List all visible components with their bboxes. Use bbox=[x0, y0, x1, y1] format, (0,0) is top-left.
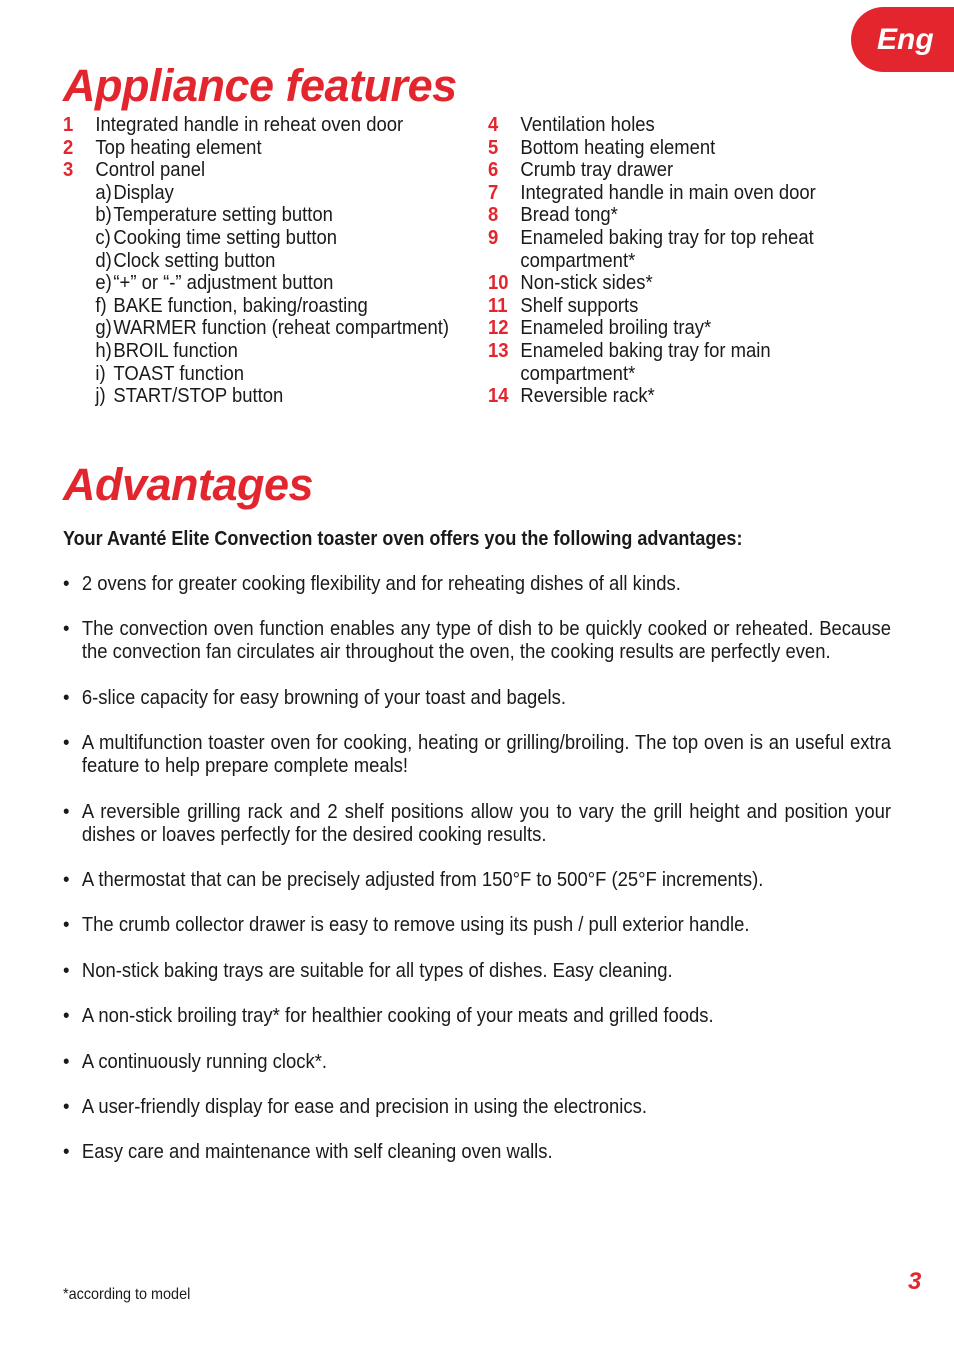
feature-body bbox=[520, 340, 884, 385]
features-list-right bbox=[488, 114, 884, 408]
sub-item-letter: a) bbox=[95, 180, 112, 204]
feature-item bbox=[63, 137, 459, 160]
sub-item-text: Temperature setting button bbox=[113, 203, 333, 227]
feature-label: Reversible rack* bbox=[520, 384, 655, 408]
feature-body bbox=[520, 317, 884, 340]
feature-item bbox=[63, 159, 459, 408]
advantage-text: The convection oven function enables any type of dish to be quickly cooked or reheated. Because the convection fan circulates air throughout the oven, the cooking results are perfectly even. bbox=[81, 617, 891, 664]
feature-number: 12 bbox=[488, 316, 509, 340]
control-panel-item bbox=[95, 182, 459, 205]
sub-item-letter: c) bbox=[95, 225, 111, 249]
sub-item-text: BAKE function, baking/roasting bbox=[113, 293, 368, 317]
feature-number: 14 bbox=[488, 384, 509, 408]
sub-item-letter: h) bbox=[95, 338, 112, 362]
advantage-item bbox=[63, 913, 891, 936]
bullet-icon: • bbox=[63, 799, 70, 823]
feature-item bbox=[488, 137, 884, 160]
feature-label: Bread tong* bbox=[520, 203, 618, 227]
sub-item-letter: f) bbox=[95, 293, 107, 317]
advantage-text: A user-friendly display for ease and precision in using the electronics. bbox=[81, 1094, 647, 1118]
feature-body bbox=[95, 114, 459, 137]
bullet-icon: • bbox=[63, 685, 70, 709]
bullet-icon: • bbox=[63, 1094, 70, 1118]
bullet-icon: • bbox=[63, 958, 70, 982]
sub-item-text: “+” or “-” adjustment button bbox=[113, 271, 334, 295]
feature-label: Top heating element bbox=[95, 135, 262, 159]
feature-body bbox=[520, 182, 884, 205]
footnote: *according to model bbox=[63, 1286, 191, 1303]
control-panel-item bbox=[95, 295, 459, 318]
advantage-text: 6-slice capacity for easy browning of your toast and bagels. bbox=[81, 685, 566, 709]
feature-body bbox=[520, 204, 884, 227]
feature-number: 10 bbox=[488, 271, 509, 295]
feature-number: 1 bbox=[63, 113, 74, 136]
bullet-icon: • bbox=[63, 1049, 70, 1073]
advantage-item bbox=[63, 617, 891, 663]
control-panel-sublist bbox=[95, 182, 459, 408]
advantage-text: The crumb collector drawer is easy to remove using its push / pull exterior handle. bbox=[81, 913, 750, 937]
bullet-icon: • bbox=[63, 731, 70, 755]
bullet-icon: • bbox=[63, 572, 70, 595]
feature-item bbox=[63, 114, 459, 137]
control-panel-item bbox=[95, 272, 459, 295]
bullet-icon: • bbox=[63, 1004, 70, 1028]
feature-body bbox=[520, 114, 884, 137]
control-panel-item bbox=[95, 363, 459, 386]
feature-label: Non-stick sides* bbox=[520, 271, 653, 295]
feature-item bbox=[488, 227, 884, 272]
advantage-item bbox=[63, 572, 891, 595]
advantages-list bbox=[63, 572, 891, 1186]
advantage-item bbox=[63, 731, 891, 777]
control-panel-item bbox=[95, 227, 459, 250]
feature-body bbox=[520, 137, 884, 160]
feature-label: Control panel bbox=[95, 158, 206, 182]
feature-item bbox=[488, 159, 884, 182]
feature-number: 11 bbox=[488, 293, 508, 317]
feature-number: 4 bbox=[488, 113, 499, 136]
sub-item-text: START/STOP button bbox=[113, 384, 284, 408]
control-panel-item bbox=[95, 317, 459, 340]
sub-item-text: Display bbox=[113, 180, 174, 204]
sub-item-text: Clock setting button bbox=[113, 248, 276, 272]
feature-label: Integrated handle in main oven door bbox=[520, 180, 816, 204]
advantage-item bbox=[63, 1095, 891, 1118]
advantage-text: A continuously running clock*. bbox=[81, 1049, 328, 1073]
feature-label: Bottom heating element bbox=[520, 135, 716, 159]
advantage-text: 2 ovens for greater cooking flexibility and for reheating dishes of all kinds. bbox=[81, 572, 681, 595]
advantage-item bbox=[63, 800, 891, 846]
feature-item bbox=[488, 204, 884, 227]
advantage-item bbox=[63, 868, 891, 891]
advantage-item bbox=[63, 1004, 891, 1027]
advantage-text: Non-stick baking trays are suitable for all types of dishes. Easy cleaning. bbox=[81, 958, 673, 982]
feature-item bbox=[488, 340, 884, 385]
features-title: Appliance features bbox=[63, 60, 457, 111]
feature-item bbox=[488, 114, 884, 137]
sub-item-letter: g) bbox=[95, 316, 112, 340]
feature-item bbox=[488, 295, 884, 318]
features-list-left bbox=[63, 114, 459, 408]
feature-label: Enameled broiling tray* bbox=[520, 316, 712, 340]
advantage-item bbox=[63, 959, 891, 982]
advantage-item bbox=[63, 686, 891, 709]
feature-item bbox=[488, 317, 884, 340]
feature-number: 6 bbox=[488, 158, 499, 182]
advantage-text: Easy care and maintenance with self cleaning oven walls. bbox=[81, 1140, 553, 1164]
sub-item-letter: d) bbox=[95, 248, 112, 272]
feature-number: 3 bbox=[63, 158, 74, 182]
feature-item bbox=[488, 385, 884, 408]
sub-item-text: WARMER function (reheat compartment) bbox=[113, 316, 450, 340]
bullet-icon: • bbox=[63, 913, 70, 937]
bullet-icon: • bbox=[63, 867, 70, 891]
feature-label: Enameled baking tray for main compartment* bbox=[520, 338, 771, 385]
sub-item-text: BROIL function bbox=[113, 338, 238, 362]
sub-item-letter: j) bbox=[95, 384, 106, 408]
feature-body bbox=[520, 159, 884, 182]
control-panel-item bbox=[95, 250, 459, 273]
feature-body bbox=[520, 272, 884, 295]
feature-number: 2 bbox=[63, 135, 74, 159]
feature-body bbox=[520, 385, 884, 408]
page-number: 3 bbox=[908, 1268, 922, 1295]
sub-item-letter: e) bbox=[95, 271, 112, 295]
control-panel-item bbox=[95, 204, 459, 227]
sub-item-letter: i) bbox=[95, 361, 106, 385]
control-panel-item bbox=[95, 385, 459, 408]
advantage-text: A thermostat that can be precisely adjusted from 150°F to 500°F (25°F increments). bbox=[81, 867, 764, 891]
feature-number: 5 bbox=[488, 135, 499, 159]
feature-body bbox=[95, 137, 459, 160]
language-tab: Eng bbox=[851, 7, 954, 72]
advantage-text: A non-stick broiling tray* for healthier cooking of your meats and grilled foods. bbox=[81, 1004, 714, 1028]
feature-label: Crumb tray drawer bbox=[520, 158, 674, 182]
advantage-text: A reversible grilling rack and 2 shelf positions allow you to vary the grill height and position your dishes or loaves perfectly for the desired cooking results. bbox=[81, 799, 891, 846]
feature-label: Integrated handle in reheat oven door bbox=[95, 113, 404, 136]
advantages-intro: Your Avanté Elite Convection toaster oven offers you the following advantages: bbox=[63, 528, 743, 550]
feature-body bbox=[520, 227, 884, 272]
sub-item-text: TOAST function bbox=[113, 361, 244, 385]
feature-number: 13 bbox=[488, 338, 509, 362]
feature-label: Ventilation holes bbox=[520, 113, 655, 136]
sub-item-letter: b) bbox=[95, 203, 112, 227]
feature-item bbox=[488, 272, 884, 295]
control-panel-item bbox=[95, 340, 459, 363]
feature-number: 7 bbox=[488, 180, 499, 204]
advantage-text: A multifunction toaster oven for cooking, heating or grilling/broiling. The top oven is an useful extra feature to help prepare complete meals! bbox=[81, 731, 891, 778]
feature-number: 8 bbox=[488, 203, 499, 227]
feature-number: 9 bbox=[488, 225, 499, 249]
feature-label: Enameled baking tray for top reheat compartment* bbox=[520, 225, 814, 272]
feature-label: Shelf supports bbox=[520, 293, 639, 317]
advantage-item bbox=[63, 1140, 891, 1163]
bullet-icon: • bbox=[63, 617, 70, 641]
advantage-item bbox=[63, 1050, 891, 1073]
sub-item-text: Cooking time setting button bbox=[113, 225, 337, 249]
feature-body bbox=[520, 295, 884, 318]
advantages-title: Advantages bbox=[63, 459, 314, 510]
feature-item bbox=[488, 182, 884, 205]
bullet-icon: • bbox=[63, 1140, 70, 1164]
feature-body bbox=[95, 159, 459, 408]
